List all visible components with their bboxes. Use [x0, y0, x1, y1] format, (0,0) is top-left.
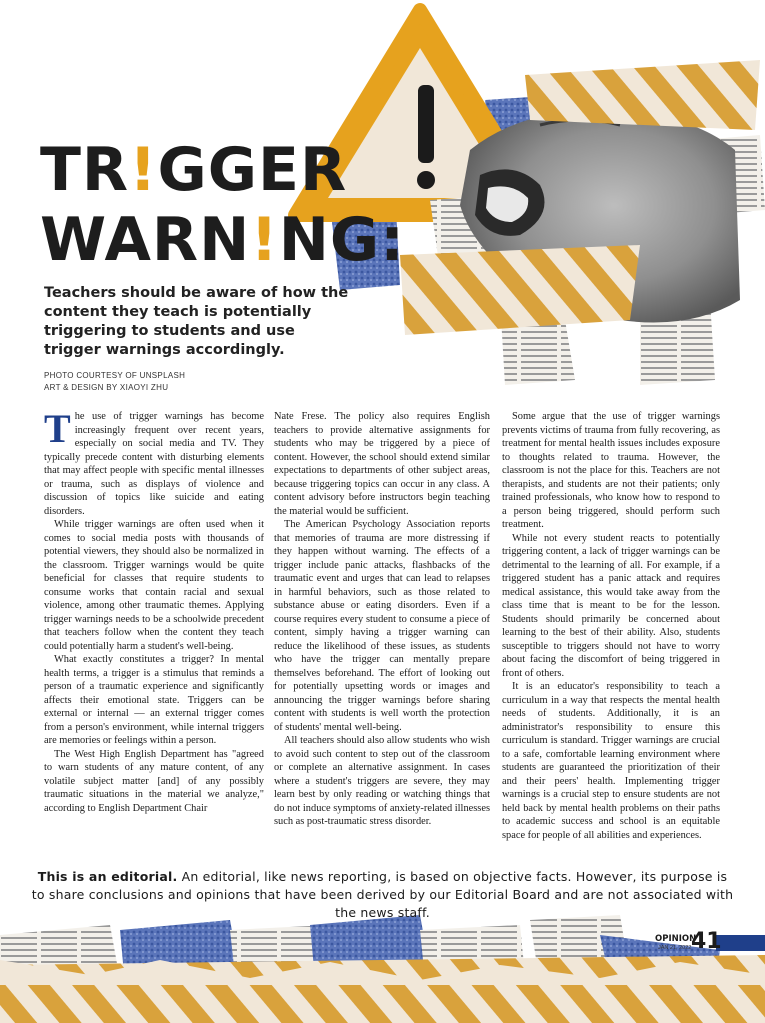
article-paragraph: The American Psychology Association reports that memories of trauma are more distressing if they happen without warning. The effects of a trigger include panic attacks, flashbacks of the traumatic event and urges that can lead to relapses in harmful behaviors, such as those related to substance abuse or eating disorders. Even if a course requires every student to consume a piece of content, simply having a trigger warning can reduce the likelihood of these issues, as students who have the trigger can mentally prepare themselves beforehand. The effort of looking out for potentially upsetting words or images and announcing the trigger warnings before sharing content with students is well worth the protection of students' mental well-being. — [274, 519, 490, 733]
bottom-collage — [0, 915, 765, 1023]
editorial-lead: This is an editorial. — [37, 869, 178, 884]
article-column-3 — [502, 410, 720, 842]
page-number: 41 — [691, 929, 722, 954]
article-paragraph: What exactly constitutes a trigger? In mental health terms, a trigger is a stimulus that reminds a person of a traumatic experience and significantly affects their emotional state. Triggers can be external or internal — an external trigger comes from a person's environment, while internal triggers are memories or feelings within a person. — [44, 654, 264, 746]
article-column-1 — [44, 406, 264, 815]
headline-text: NG: — [278, 205, 406, 275]
article-paragraph: Some argue that the use of trigger warnings prevents victims of trauma from fully recovering, as treatment for mental health issues includes exposure to thoughts related to trauma. However, the classroom is not the place for this. Teachers are not therapists, and students are not their patients; only trained professionals, who know how to respond to a person being triggered, should perform such treatment. — [502, 411, 720, 530]
article-paragraph: The West High English Department has "agreed to warn students of any mature content, of any volatile subject matter [and] of any possibly traumatic situations in the material we analyze," according to English Department Chair — [44, 748, 264, 814]
editorial-disclaimer — [30, 868, 735, 922]
drop-cap: T — [44, 406, 71, 451]
exclamation-glyph: ! — [250, 205, 279, 275]
section-label: OPINION — [655, 934, 697, 944]
article-paragraph: All teachers should also allow students who wish to avoid such content to step out of the classroom or complete an alternative assignment. In cases where a student's triggers are severe, they may learn best by only reading or watching things that do not induce symptoms of anxiety-related illnesses such as post-traumatic stress disorder. — [274, 735, 490, 827]
deck-subheadline: Teachers should be aware of how the content they teach is potentially triggering to students and use trigger warnings accordingly. — [44, 285, 349, 358]
article-paragraph: It is an educator's responsibility to teach a curriculum in a way that respects the mental health needs of students. Additionally, it is an administrator's responsibility to ensure this curriculum is standard. Trigger warnings are crucial to a safe, comfortable learning environment where students are guaranteed the prioritization of their and their peers' health. Implementing trigger warnings is a crucial step to ensure students are not held back by mental health problems on their paths to academic success and school is an equitable space for people of all abilities and experiences. — [502, 681, 720, 841]
headline-text: WARN — [40, 205, 251, 275]
photo-credit: PHOTO COURTESY OF UNSPLASH — [44, 371, 186, 380]
paragraph-text: he use of trigger warnings has become increasingly frequent over recent years, especially on social media and TV. They typically precede content with disturbing elements that may affect people with specific mental illnesses or trauma, such as displays of violence and discussion of topics like suicide and eating disorders. — [44, 411, 264, 517]
headline-text: TR — [40, 135, 130, 205]
headline-text: GGER — [157, 135, 348, 205]
folio-color-band — [716, 935, 765, 951]
article-paragraph: While not every student reacts to potentially triggering content, a lack of trigger warnings can be detrimental to the learning of all. For example, if a triggered student has a panic attack and requires medical assistance, this would take away from the class time that is meant to be for the lesson. Students should primarily be concerned about learning to the best of their ability. Also, students susceptible to triggers should not have to worry about facing the discomfort of being triggered in front of others. — [502, 532, 720, 679]
art-credit: ART & DESIGN BY XIAOYI ZHU — [44, 383, 169, 392]
exclamation-glyph: ! — [129, 135, 158, 205]
headline-line-1 — [40, 135, 348, 205]
article-paragraph — [44, 406, 264, 518]
issue-date: JAN 21, 2022 — [658, 945, 692, 951]
article-paragraph: While trigger warnings are often used when it comes to social media posts with thousands of potential viewers, they should also be normalized in the classroom. Trigger warnings would be quite beneficial for classes that require students to consume works that contain racial and sexual violence, among other traumatic themes. Applying trigger warnings needs to be a schoolwide precedent that teachers follow when the content they teach could potentially harm a student's well-being. — [44, 519, 264, 652]
article-paragraph: Nate Frese. The policy also requires English teachers to provide alternative assignments for students who may be triggered by a piece of content. However, the school should extend similar expectations to departments of other subject areas, because triggering topics can occur in any class. A content advisory before instructors begin teaching the material would be sufficient. — [274, 411, 490, 517]
headline-line-2 — [40, 205, 406, 275]
article-column-2 — [274, 410, 490, 829]
editorial-body: An editorial, like news reporting, is based on objective facts. However, its purpose is to share conclusions and opinions that have been derived by our Editorial Board and are not associated with the news staff. — [31, 869, 734, 920]
